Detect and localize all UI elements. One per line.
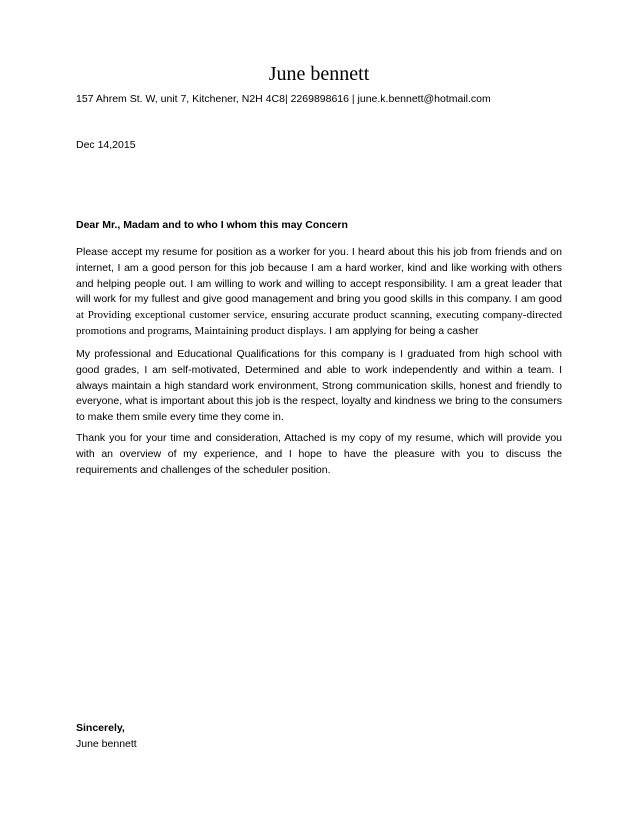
salutation: Dear Mr., Madam and to who I whom this may Concern [76, 219, 348, 231]
signature-name: June bennett [76, 738, 137, 750]
sender-contact-line: 157 Ahrem St. W, unit 7, Kitchener, N2H 4C8| 2269898616 | june.k.bennett@hotmail.com [76, 93, 491, 105]
closing: Sincerely, [76, 722, 125, 734]
sender-name: June bennett [268, 63, 370, 85]
paragraph-1-skills: at Providing exceptional customer service, ensuring accurate product scanning, executing company-directed promotions and programs, Maintaining product displays. [76, 309, 562, 337]
body-paragraph-3: Thank you for your time and consideration, Attached is my copy of my resume, which will provide you with an overview of my experience, and I hope to have the pleasure with you to discuss the requirements and challenges of the scheduler position. [76, 432, 562, 476]
paragraph-1-intro: Please accept my resume for position as a worker for you. I heard about this his job from friends and on internet, I am a good person for this job because I am a hard worker, kind and like working with others and helping people out. I am willing to work and willing to accept responsibility. I am a great leader that will work for my fullest and give good management and bring you good skills in this company. I am good [76, 246, 562, 306]
body-paragraph-2: My professional and Educational Qualifications for this company is I graduated from high school with good grades, I am self-motivated, Determined and able to work independently and within a team. I always maintain a high standard work environment, Strong communication skills, honest and friendly to everyone, what is important about this job is the respect, loyalty and kindness we bring to the consumers to make them smile every time they come in. [76, 348, 562, 424]
letter-date: Dec 14,2015 [76, 139, 136, 151]
body-paragraph-1 [76, 245, 562, 340]
paragraph-1-ending: I am applying for being a casher [326, 324, 479, 337]
